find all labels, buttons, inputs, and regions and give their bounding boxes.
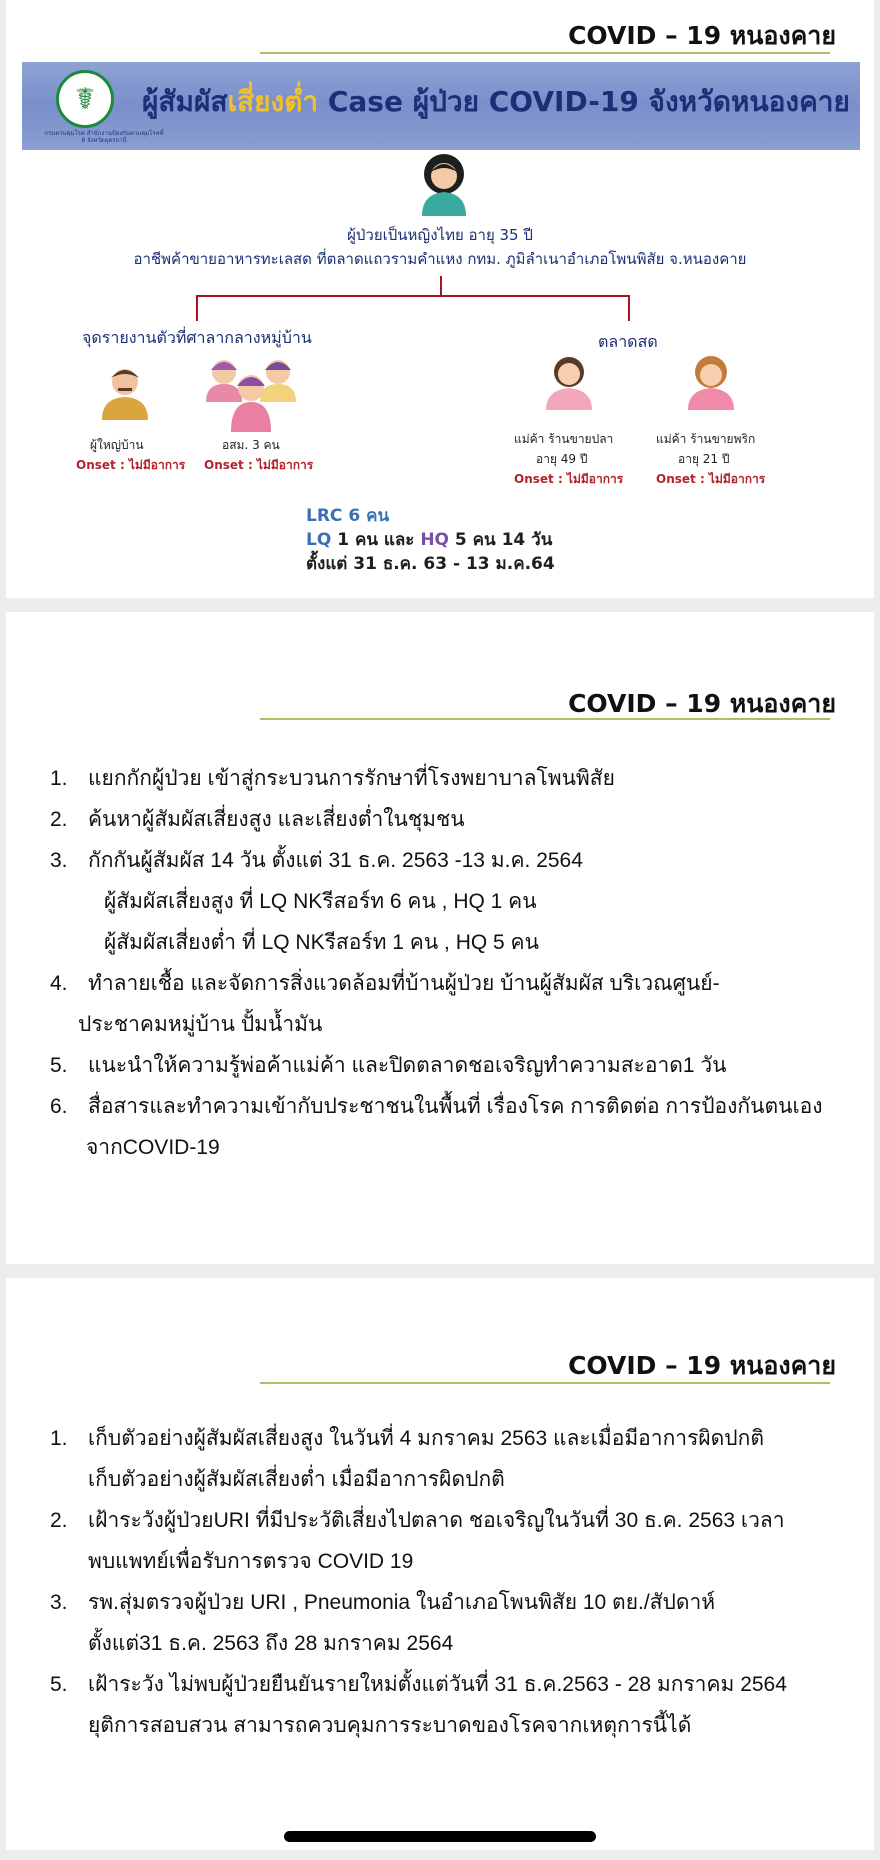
list-item: 3. กักกันผู้สัมผัส 14 วัน ตั้งแต่ 31 ธ.ค. 2563 -13 ม.ค. 2564 ผู้สัมผัสเสี่ยงสูง ที่ LQ NKรีสอร์ท 6 คน , HQ 1 คน ผู้สัมผัสเสี่ยงต่ำ ที่ LQ NKรีสอร์ท 1 คน , HQ 5 คน (50, 849, 583, 954)
chili-vendor-avatar-icon (684, 348, 738, 410)
list-item: 1. แยกกักผู้ป่วย เข้าสู่กระบวนการรักษาที่โรงพยาบาลโพนพิสัย (50, 767, 615, 790)
list-item: 5. เฝ้าระวัง ไม่พบผู้ป่วยยืนยันรายใหม่ตั้งแต่วันที่ 31 ธ.ค.2563 - 28 มกราคม 2564 ยุติการสอบสวน สามารถควบคุมการระบาดของโรคจากเหตุการนี้ได้ (50, 1673, 787, 1737)
tree-left-leg (196, 295, 198, 321)
contact-chili-vendor-onset: Onset : ไม่มีอาการ (656, 472, 766, 486)
lrc-label: LRC (306, 506, 343, 526)
contact-fish-vendor-age: อายุ 49 ปี (536, 452, 588, 466)
hq-label: HQ (420, 530, 449, 550)
contact-chili-vendor-age: อายุ 21 ปี (678, 452, 730, 466)
banner-heading-part3: Case ผู้ป่วย COVID-19 จังหวัดหนองคาย (318, 85, 850, 118)
contact-fish-vendor-onset: Onset : ไม่มีอาการ (514, 472, 624, 486)
measures-list (50, 758, 850, 1168)
slide-title: COVID – 19 หนองคาย (568, 689, 836, 718)
hq-count: 5 คน 14 วัน (449, 530, 553, 550)
slide-surveillance (6, 1278, 874, 1850)
list-item: 2. เฝ้าระวังผู้ป่วยURI ที่มีประวัติเสี่ยงไปตลาด ชอเจริญในวันที่ 30 ธ.ค. 2563 เวลา พบแพทย์เพื่อรับการตรวจ COVID 19 (50, 1509, 785, 1573)
home-indicator[interactable] (284, 1831, 596, 1842)
list-item: 3. รพ.สุ่มตรวจผู้ป่วย URI , Pneumonia ในอำเภอโพนพิสัย 10 ตย./สัปดาห์ ตั้งแต่31 ธ.ค. 2563 ถึง 28 มกราคม 2564 (50, 1591, 716, 1655)
title-banner (22, 62, 860, 150)
health-volunteers-avatar-icon (202, 352, 302, 432)
lrc-count: 6 คน (342, 506, 390, 526)
contact-volunteers-name: อสม. 3 คน (222, 438, 280, 452)
ministry-logo-icon: ☤ (56, 70, 114, 128)
patient-line1: ผู้ป่วยเป็นหญิงไทย อายุ 35 ปี (347, 226, 533, 244)
banner-heading-highlight: เสี่ยงต่ำ (227, 85, 319, 118)
title-underline (260, 1382, 830, 1384)
branch-left-label: จุดรายงานตัวที่ศาลากลางหมู่บ้าน (82, 328, 312, 347)
contact-fish-vendor-name: แม่ค้า ร้านขายปลา (514, 432, 614, 446)
tree-branch-line (196, 295, 630, 297)
contact-village-head-name: ผู้ใหญ่บ้าน (90, 438, 144, 452)
list-item: 6. สื่อสารและทำความเข้ากับประชาชนในพื้นที่ เรื่องโรค การติดต่อ การป้องกันตนเอง จากCOVID-19 (50, 1095, 823, 1159)
contact-chili-vendor-name: แม่ค้า ร้านขายพริก (656, 432, 756, 446)
slide-contact-tree (6, 0, 874, 598)
fish-vendor-avatar-icon (542, 348, 596, 410)
contact-volunteers-onset: Onset : ไม่มีอาการ (204, 458, 314, 472)
list-item: 4. ทำลายเชื้อ และจัดการสิ่งแวดล้อมที่บ้านผู้ป่วย บ้านผู้สัมผัส บริเวณศูนย์- ประชาคมหมู่บ้าน ปั้มน้ำมัน (50, 972, 720, 1036)
list-item: 2. ค้นหาผู้สัมผัสเสี่ยงสูง และเสี่ยงต่ำในชุมชน (50, 808, 465, 831)
contact-village-head-onset: Onset : ไม่มีอาการ (76, 458, 186, 472)
surveillance-list (50, 1418, 850, 1746)
summary-dates: ตั้งแต่ 31 ธ.ค. 63 - 13 ม.ค.64 (306, 554, 555, 574)
banner-heading-part1: ผู้สัมผัส (142, 85, 228, 118)
lq-count: 1 คน และ (331, 530, 421, 550)
summary-quarantine (306, 526, 552, 553)
title-underline (260, 52, 830, 54)
tree-trunk-line (440, 276, 442, 296)
title-underline (260, 718, 830, 720)
slide-title: COVID – 19 หนองคาย (568, 21, 836, 50)
list-item: 1. เก็บตัวอย่างผู้สัมผัสเสี่ยงสูง ในวันที่ 4 มกราคม 2563 และเมื่อมีอาการผิดปกติ เก็บตัวอย่างผู้สัมผัสเสี่ยงต่ำ เมื่อมีอาการผิดปกติ (50, 1427, 764, 1491)
summary-lrc (306, 502, 389, 529)
slide-control-measures (6, 612, 874, 1264)
slide-title: COVID – 19 หนองคาย (568, 1351, 836, 1380)
tree-right-leg (628, 295, 630, 321)
banner-heading (142, 80, 850, 124)
logo-caption: กรมควบคุมโรค สำนักงานป้องกันควบคุมโรคที่ 8 จังหวัดอุดรธานี (44, 130, 164, 144)
patient-avatar-icon (414, 150, 474, 216)
village-head-avatar-icon (98, 360, 152, 420)
branch-right-label: ตลาดสด (598, 332, 658, 351)
list-item: 5. แนะนำให้ความรู้พ่อค้าแม่ค้า และปิดตลาดชอเจริญทำความสะอาด1 วัน (50, 1054, 727, 1077)
lq-label: LQ (306, 530, 332, 550)
patient-line2: อาชีพค้าขายอาหารทะเลสด ที่ตลาดแถวรามคำแหง กทม. ภูมิลำเนาอำเภอโพนพิสัย จ.หนองคาย (133, 250, 747, 268)
